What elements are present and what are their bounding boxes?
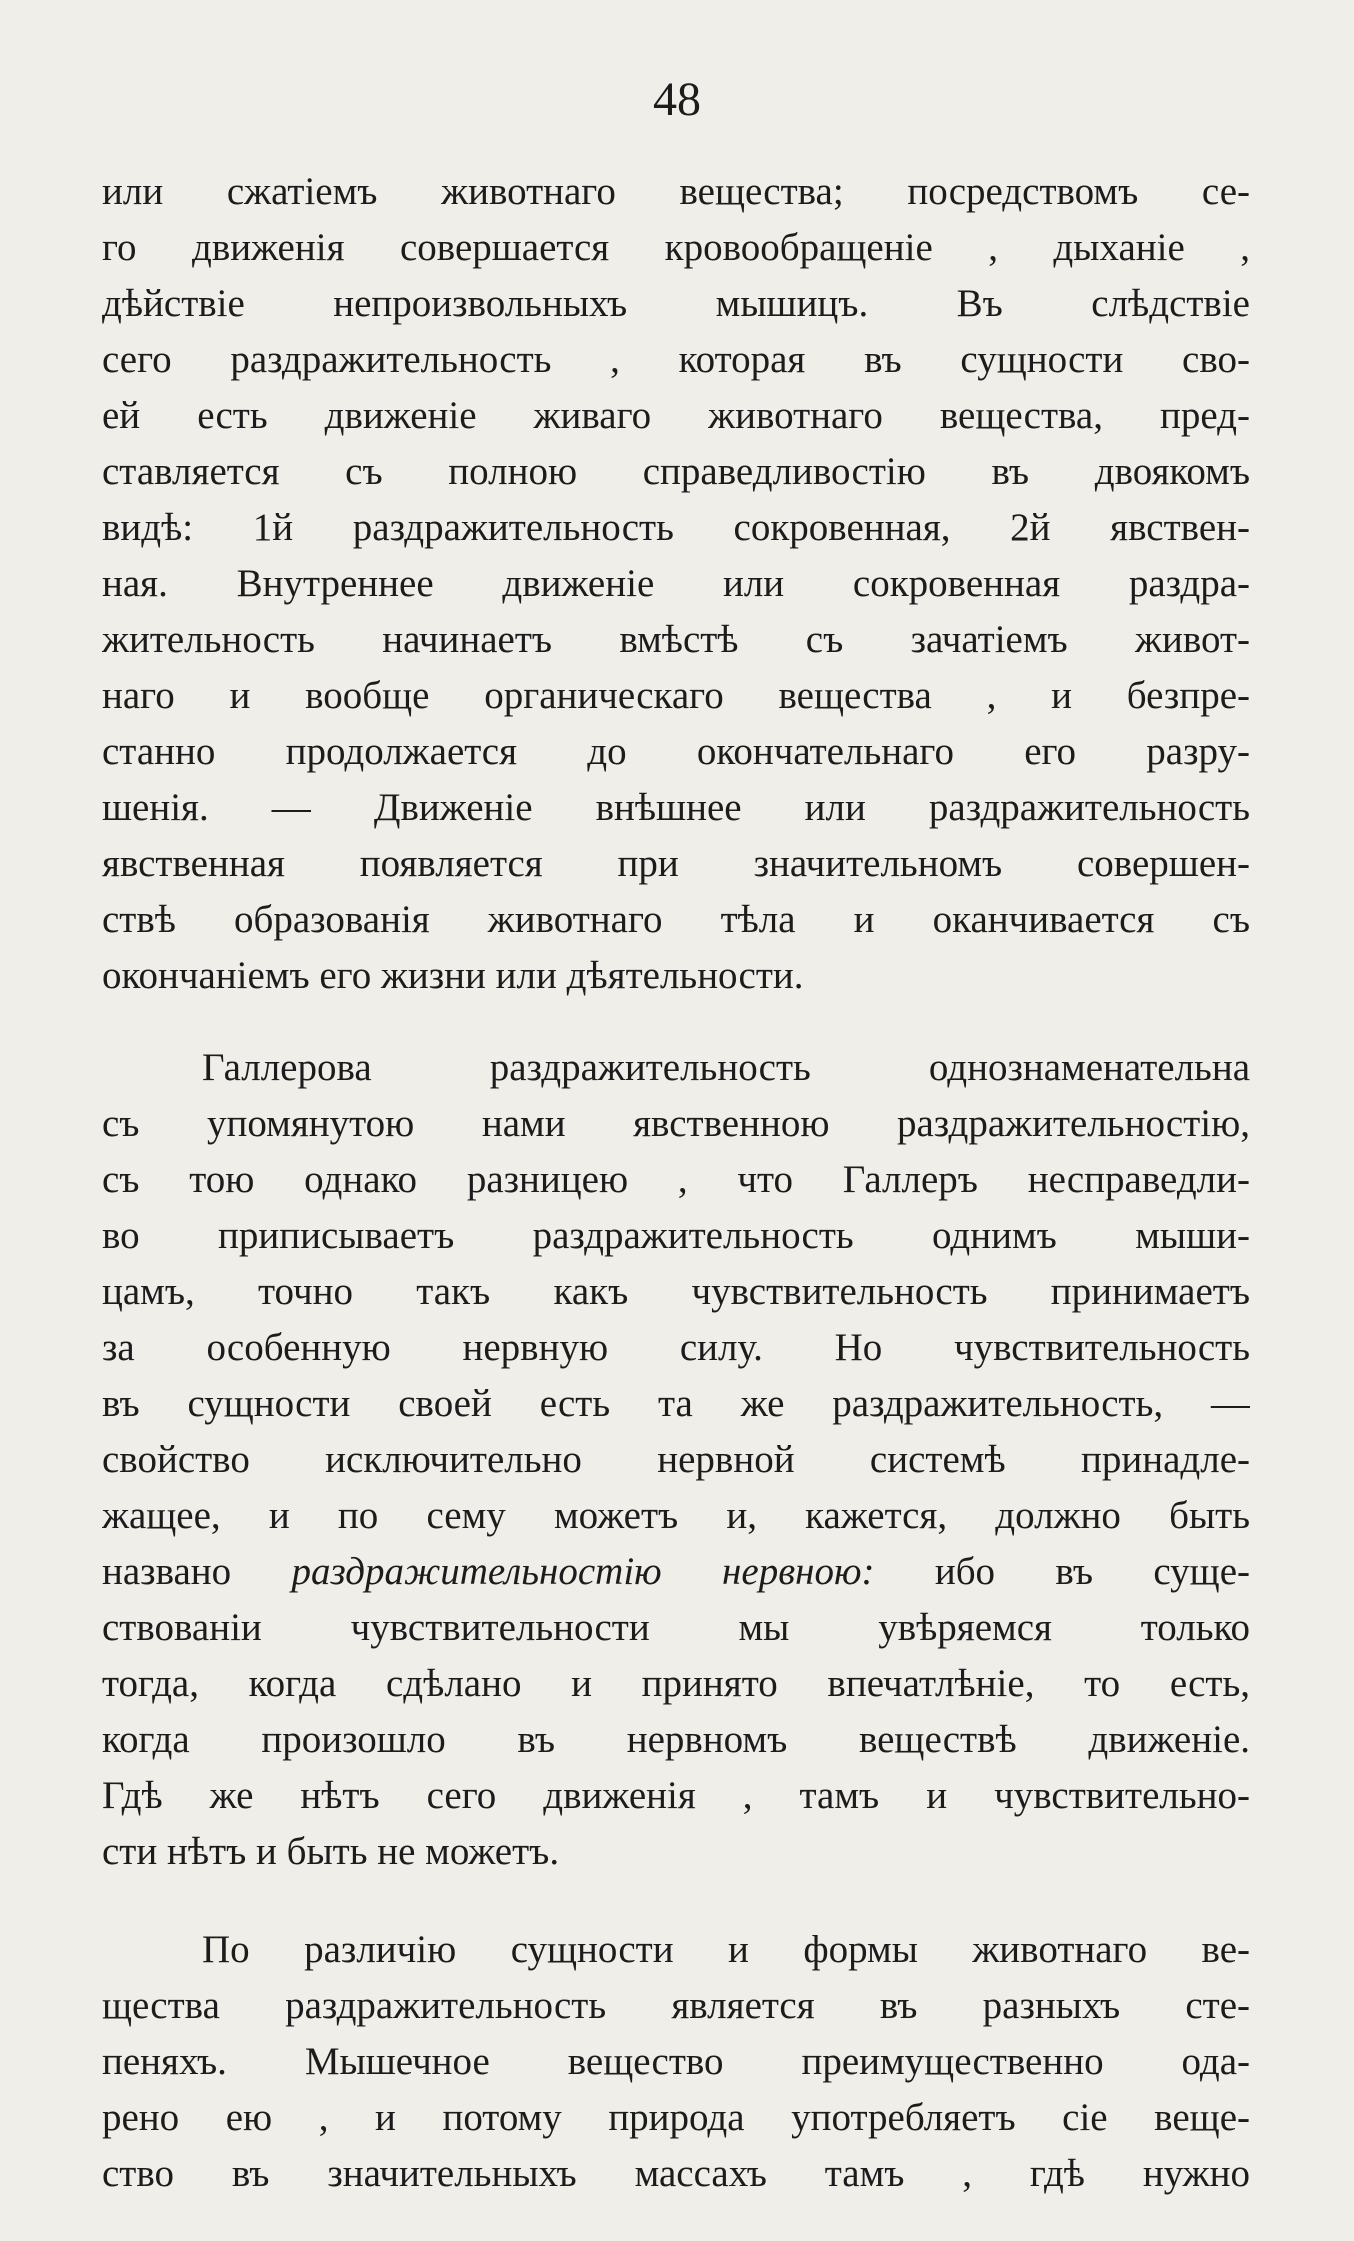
text-line: цамъ, точно такъ какъ чувствительность принимаетъ: [102, 1270, 1250, 1313]
text-line: во приписываетъ раздражительность однимъ мыши-: [102, 1214, 1250, 1257]
text-line: съ тою однако разницею , что Галлеръ несправедли-: [102, 1158, 1250, 1201]
text-line: или сжатіемъ животнаго вещества; посредствомъ се-: [102, 170, 1250, 213]
text-line: Гдѣ же нѣтъ сего движенія , тамъ и чувствительно-: [102, 1774, 1250, 1817]
paragraph-1: [102, 164, 1250, 1004]
emphasized-term: раздражительностію нервною:: [291, 1550, 875, 1593]
text-line: шенія. — Движеніе внѣшнее или раздражительность: [102, 786, 1250, 829]
text-line: го движенія совершается кровообращеніе , дыханіе ,: [102, 226, 1250, 269]
text-line: ствованіи чувствительности мы увѣряемся только: [102, 1606, 1250, 1649]
text-line: По различію сущности и формы животнаго ве-: [202, 1928, 1250, 1971]
text-line: явственная появляется при значительномъ совершен-: [102, 842, 1250, 885]
text-line: ная. Внутреннее движеніе или сокровенная раздра-: [102, 562, 1250, 605]
text-line: свойство исключительно нервной системѣ принадле-: [102, 1438, 1250, 1481]
text-line: Галлерова раздражительность однознаменательна: [202, 1046, 1250, 1089]
page-number: 48: [653, 73, 701, 126]
paragraph-3: [102, 1922, 1250, 2202]
text-line: видѣ: 1й раздражительность сокровенная, 2й явствен-: [102, 506, 1250, 549]
text-line: за особенную нервную силу. Но чувствительность: [102, 1326, 1250, 1369]
text-line: сего раздражительность , которая въ сущности сво-: [102, 338, 1250, 381]
text-segment: названо: [102, 1550, 232, 1593]
text-line: наго и вообще органическаго вещества , и безпре-: [102, 674, 1250, 717]
text-line: окончаніемъ его жизни или дѣятельности.: [102, 954, 804, 997]
text-line: ствѣ образованія животнаго тѣла и оканчивается съ: [102, 898, 1250, 941]
text-line: сти нѣтъ и быть не можетъ.: [102, 1830, 560, 1873]
text-line: ей есть движеніе живаго животнаго вещества, пред-: [102, 394, 1250, 437]
text-segment: ибо въ суще-: [934, 1550, 1250, 1593]
text-line: рено ею , и потому природа употребляетъ сіе веще-: [102, 2096, 1250, 2139]
text-line-with-emphasis: [102, 1544, 1250, 1600]
paragraph-2: [102, 1040, 1250, 1880]
text-line: пеняхъ. Мышечное вещество преимущественно ода-: [102, 2040, 1250, 2083]
text-line: когда произошло въ нервномъ веществѣ движеніе.: [102, 1718, 1250, 1761]
text-line: съ упомянутою нами явственною раздражительностію,: [102, 1102, 1250, 1145]
text-line: тогда, когда сдѣлано и принято впечатлѣніе, то есть,: [102, 1662, 1250, 1705]
text-line: ство въ значительныхъ массахъ тамъ , гдѣ нужно: [102, 2152, 1250, 2195]
text-line: ставляется съ полною справедливостію въ двоякомъ: [102, 450, 1250, 493]
text-line: жительность начинаетъ вмѣстѣ съ зачатіемъ живот-: [102, 618, 1250, 661]
text-line: дѣйствіе непроизвольныхъ мышицъ. Въ слѣдствіе: [102, 282, 1250, 325]
text-line: щества раздражительность является въ разныхъ сте-: [102, 1984, 1250, 2027]
text-line: станно продолжается до окончательнаго его разру-: [102, 730, 1250, 773]
text-line: жащее, и по сему можетъ и, кажется, должно быть: [102, 1494, 1250, 1537]
text-line: въ сущности своей есть та же раздражительность, —: [102, 1382, 1250, 1425]
